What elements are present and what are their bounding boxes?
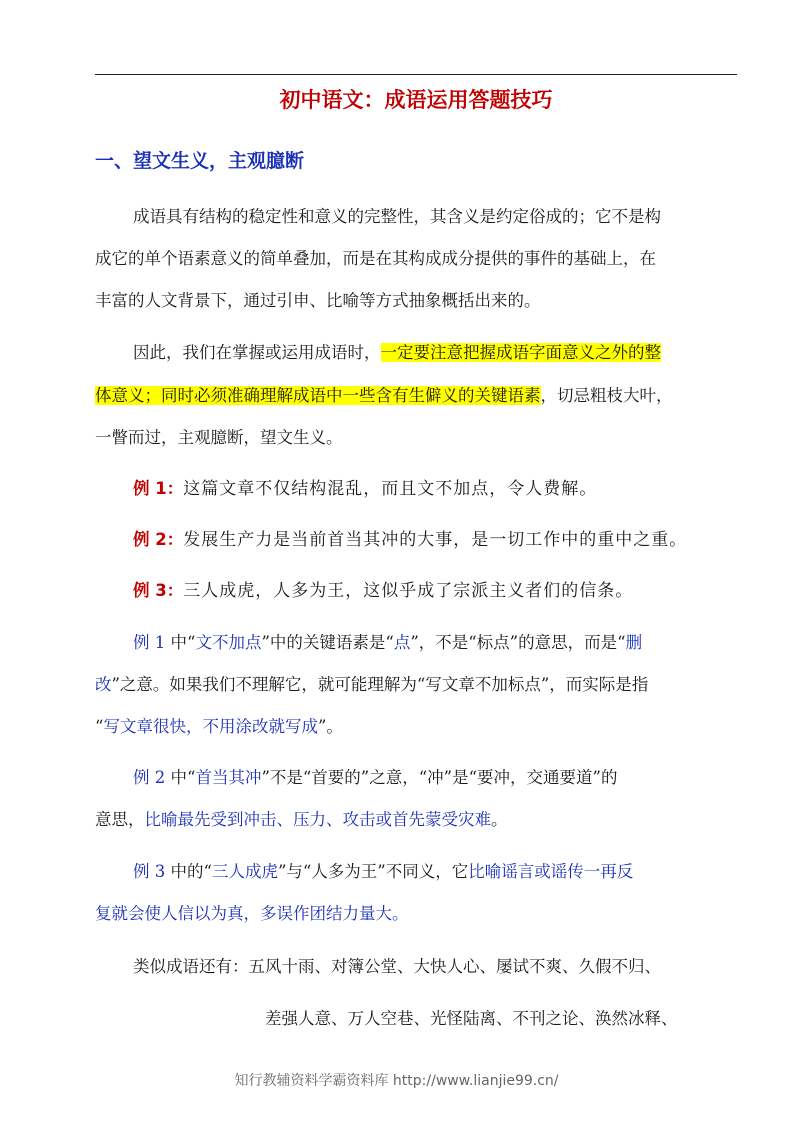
text-run: ”，不是“标点”的意思，而是“: [410, 633, 626, 652]
explanation-2-line2: [95, 809, 508, 831]
example-text: 发展生产力是当前首当其冲的大事，是一切工作中的重中之重。: [183, 530, 688, 550]
para2-line1: [133, 342, 661, 364]
idiom: 首当其冲: [195, 768, 262, 787]
para2-line3: 一瞥而过，主观臆断，望文生义。: [95, 428, 343, 447]
para2-line2: [95, 385, 673, 407]
example-label: 例 3：: [133, 581, 184, 600]
text-run: ”。: [317, 717, 343, 736]
section-heading: 一、望文生义，主观臆断: [95, 150, 305, 172]
explanation-2-line1: [133, 767, 618, 789]
explanation-3-line1: [133, 861, 633, 883]
highlighted-text: 一定要注意把握成语字面意义之外的整: [380, 343, 661, 362]
example-ref: 例 2: [133, 768, 166, 787]
example-1: [133, 478, 597, 500]
key-morpheme: 点: [393, 633, 411, 652]
example-3: [133, 580, 633, 602]
para1-line1: 成语具有结构的稳定性和意义的完整性，其含义是约定俗成的；它不是构: [133, 207, 661, 226]
explanation-1-line1: [133, 632, 642, 654]
explanation-3-line2: 复就会使人信以为真，多误作团结力量大。: [95, 904, 409, 923]
meaning: 写文章很快，不用涂改就写成: [103, 717, 318, 736]
text-run: 中的“: [165, 862, 212, 881]
header-rule: [95, 74, 737, 75]
similar-idioms-line2: 差强人意、万人空巷、光怪陆离、不刊之论、涣然冰释、: [265, 1009, 678, 1028]
text-run: ”不是“首要的”之意，“冲”是“要冲，交通要道”的: [261, 768, 618, 787]
explanation-1-line2: [95, 674, 648, 696]
highlighted-text: 体意义；同时必须准确理解成语中一些含有生僻义的关键语素: [95, 386, 541, 405]
similar-idioms-line1: 类似成语还有：五风十雨、对簿公堂、大快人心、屡试不爽、久假不归、: [133, 957, 661, 976]
text-run: ”中的关键语素是“: [261, 633, 394, 652]
idiom: 三人成虎: [211, 862, 278, 881]
meaning: 比喻谣言或谣传一再反: [468, 862, 634, 881]
example-ref: 例 1: [133, 633, 166, 652]
page-title: 初中语文：成语运用答题技巧: [279, 88, 553, 112]
footer-watermark: 知行教辅资料学霸资料库 http://www.lianjie99.cn/: [234, 1073, 559, 1089]
idiom: 文不加点: [195, 633, 262, 652]
para2-text: ，切忌粗枝大叶，: [540, 386, 673, 405]
text-run: 。: [491, 810, 508, 829]
key-morpheme: 删: [625, 633, 643, 652]
text-run: 中“: [165, 768, 196, 787]
para1-line2: 成它的单个语素意义的简单叠加，而是在其构成成分提供的事件的基础上，在: [95, 249, 656, 268]
example-2: [133, 529, 687, 551]
example-label: 例 2：: [133, 530, 184, 549]
example-ref: 例 3: [133, 862, 166, 881]
explanation-1-line3: [95, 716, 343, 738]
meaning: 比喻最先受到冲击、压力、攻击或首先蒙受灾难: [144, 810, 491, 829]
text-run: ”与“人多为王”不同义，它: [277, 862, 469, 881]
text-run: 中“: [165, 633, 196, 652]
para1-line3: 丰富的人文背景下，通过引申、比喻等方式抽象概括出来的。: [95, 291, 541, 310]
text-run: 意思，: [95, 810, 145, 829]
key-morpheme: 改: [95, 675, 112, 694]
para2-text: 因此，我们在掌握或运用成语时，: [133, 343, 381, 362]
example-label: 例 1：: [133, 479, 184, 498]
example-text: 三人成虎，人多为王，这似乎成了宗派主义者们的信条。: [183, 581, 634, 601]
example-text: 这篇文章不仅结构混乱，而且文不加点，令人费解。: [183, 479, 598, 499]
text-run: “: [95, 717, 104, 736]
text-run: ”之意。如果我们不理解它，就可能理解为“写文章不加标点”，而实际是指: [111, 675, 649, 694]
